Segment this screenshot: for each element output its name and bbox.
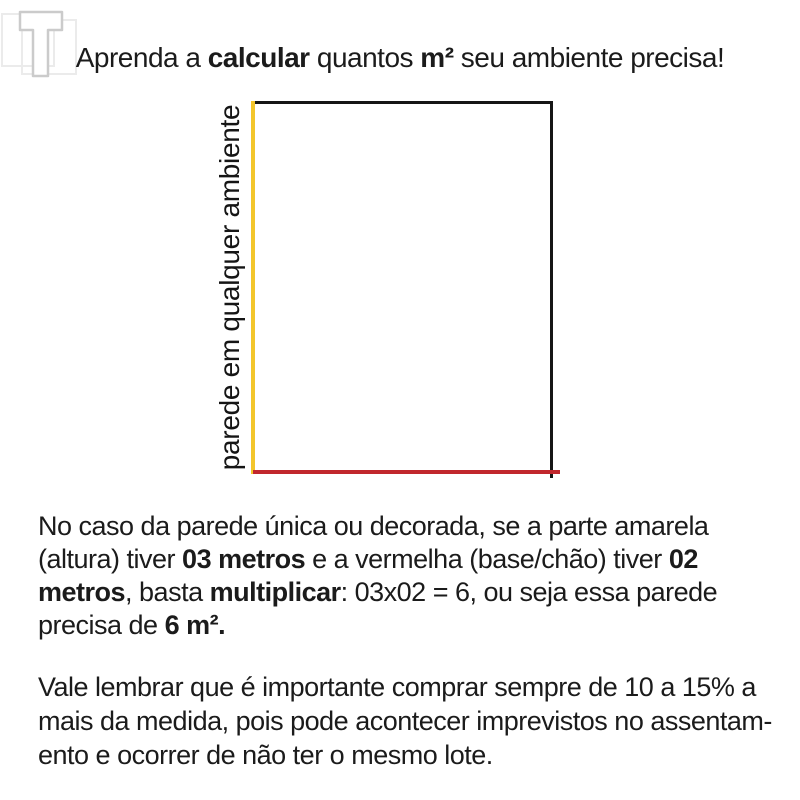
text-line bbox=[38, 510, 717, 543]
text-line bbox=[38, 576, 717, 609]
text-run-bold: 03 metros bbox=[182, 544, 306, 574]
text-run: (altura) tiver bbox=[38, 544, 183, 574]
text-line bbox=[38, 609, 717, 642]
text-line: mais da medida, pois pode acontecer imprevistos no assentam- bbox=[38, 706, 772, 736]
title-run: quantos bbox=[309, 42, 421, 73]
text-run: precisa de bbox=[38, 610, 165, 640]
title-run-bold: calcular bbox=[207, 42, 310, 73]
title-run: Aprenda a bbox=[75, 42, 208, 73]
text-run-bold: 02 bbox=[668, 544, 698, 574]
text-line: ento e ocorrer de não ter o mesmo lote. bbox=[38, 740, 493, 770]
wall-base-edge-red bbox=[253, 470, 560, 474]
wall-diagram bbox=[251, 101, 553, 474]
text-line bbox=[38, 543, 717, 576]
calculation-paragraph bbox=[38, 510, 717, 642]
title-run: seu ambiente precisa! bbox=[453, 42, 725, 73]
wall-right-edge bbox=[550, 101, 553, 478]
text-run-bold: metros bbox=[38, 577, 126, 607]
page-title bbox=[0, 41, 800, 75]
title-run-bold: m² bbox=[420, 42, 454, 73]
text-run-bold: multiplicar bbox=[209, 577, 341, 607]
tip-paragraph bbox=[38, 670, 772, 772]
text-run: e a vermelha (base/chão) tiver bbox=[305, 544, 669, 574]
wall-top-edge bbox=[255, 101, 553, 104]
text-run: , basta bbox=[125, 577, 210, 607]
wall-height-edge-yellow bbox=[251, 101, 255, 474]
text-line: Vale lembrar que é importante comprar sempre de 10 a 15% a bbox=[38, 672, 756, 702]
text-run: No caso da parede única ou decorada, se a parte amarela bbox=[38, 511, 709, 541]
text-run-bold: 6 m². bbox=[164, 610, 226, 640]
wall-vertical-label: parede em qualquer ambiente bbox=[214, 104, 245, 471]
text-run: : 03x02 = 6, ou seja essa parede bbox=[340, 577, 718, 607]
